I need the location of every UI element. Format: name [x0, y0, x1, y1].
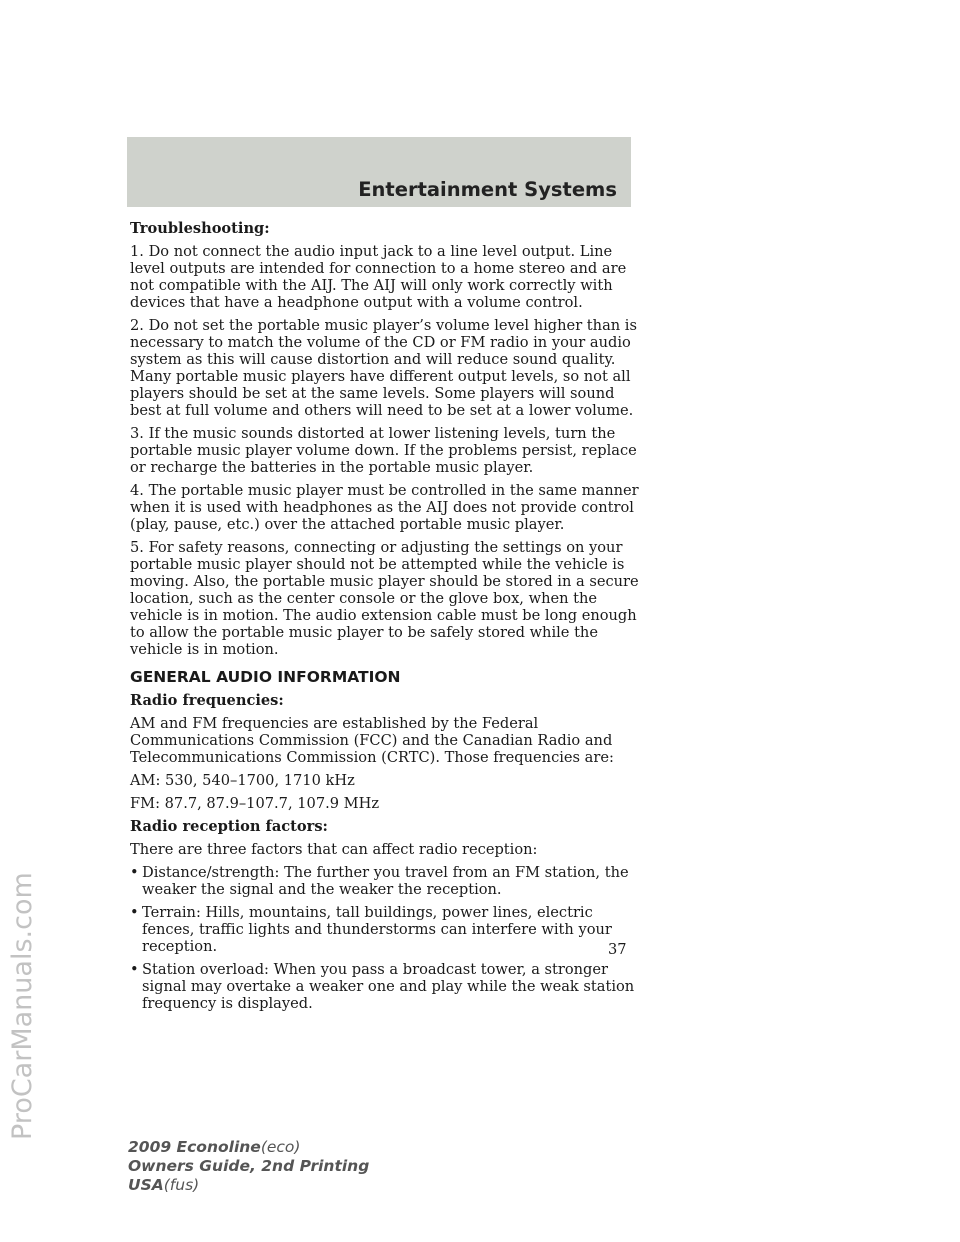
fm-frequencies: FM: 87.7, 87.9–107.7, 107.9 MHz: [130, 795, 380, 812]
radio-frequencies-label: Radio frequencies:: [130, 692, 284, 709]
general-audio-heading: GENERAL AUDIO INFORMATION: [130, 668, 401, 686]
footer-guide: Owners Guide, 2nd Printing: [128, 1157, 370, 1175]
document-footer: [128, 1138, 369, 1195]
list-item: • Station overload: When you pass a broadcast tower, a stronger signal may overtake a weaker one and play while the weak station frequency is displayed.: [130, 961, 640, 1012]
page-content: [130, 220, 640, 1018]
watermark-text: ProCarManuals.com: [7, 872, 38, 1140]
footer-market: USA: [128, 1176, 164, 1194]
footer-line-3: [128, 1176, 369, 1195]
footer-market-code: (fus): [163, 1176, 200, 1194]
list-item: • Distance/strength: The further you travel from an FM station, the weaker the signal and the weaker the reception.: [130, 864, 640, 898]
reception-factors-label: Radio reception factors:: [130, 818, 328, 835]
radio-frequencies-text: AM and FM frequencies are established by the Federal Communications Commission (FCC) and the Canadian Radio and Telecommunications Commission (CRTC). Those frequencies are:: [130, 715, 614, 766]
page-number: 37: [608, 941, 627, 958]
reception-factors-list: [130, 864, 640, 1012]
troubleshooting-item-2: 2. Do not set the portable music player’s volume level higher than is necessary to match the volume of the CD or FM radio in your audio system as this will cause distortion and will reduce sound quality. Many portable music players have different output levels, so not all players should be set at the same levels. Some players will sound best at full volume and others will need to be set at a lower volume.: [130, 317, 637, 419]
troubleshooting-heading: Troubleshooting:: [130, 220, 270, 237]
troubleshooting-item-1: 1. Do not connect the audio input jack to a line level output. Line level outputs are intended for connection to a home stereo and are not compatible with the AIJ. The AIJ will only work correctly with devices that have a headphone output with a volume control.: [130, 243, 627, 311]
footer-line-2: [128, 1157, 369, 1176]
am-frequencies: AM: 530, 540–1700, 1710 kHz: [130, 772, 355, 789]
troubleshooting-item-5: 5. For safety reasons, connecting or adjusting the settings on your portable music player should not be attempted while the vehicle is moving. Also, the portable music player should be stored in a secure location, such as the center console or the glove box, when the vehicle is in motion. The audio extension cable must be long enough to allow the portable music player to be safely stored while the vehicle is in motion.: [130, 539, 639, 658]
footer-model: 2009 Econoline: [128, 1138, 261, 1156]
troubleshooting-item-4: 4. The portable music player must be controlled in the same manner when it is used with headphones as the AIJ does not provide control (play, pause, etc.) over the attached portable music player.: [130, 482, 639, 533]
watermark: [7, 872, 38, 1140]
troubleshooting-item-3: 3. If the music sounds distorted at lower listening levels, turn the portable music player volume down. If the problems persist, replace or recharge the batteries in the portable music player.: [130, 425, 637, 476]
footer-line-1: [128, 1138, 369, 1157]
section-title: Entertainment Systems: [358, 178, 617, 201]
reception-factors-intro: There are three factors that can affect radio reception:: [130, 841, 538, 858]
section-header-band: [127, 137, 631, 207]
list-item: • Terrain: Hills, mountains, tall buildings, power lines, electric fences, traffic lights and thunderstorms can interfere with your reception.: [130, 904, 640, 955]
footer-model-code: (eco): [260, 1138, 301, 1156]
